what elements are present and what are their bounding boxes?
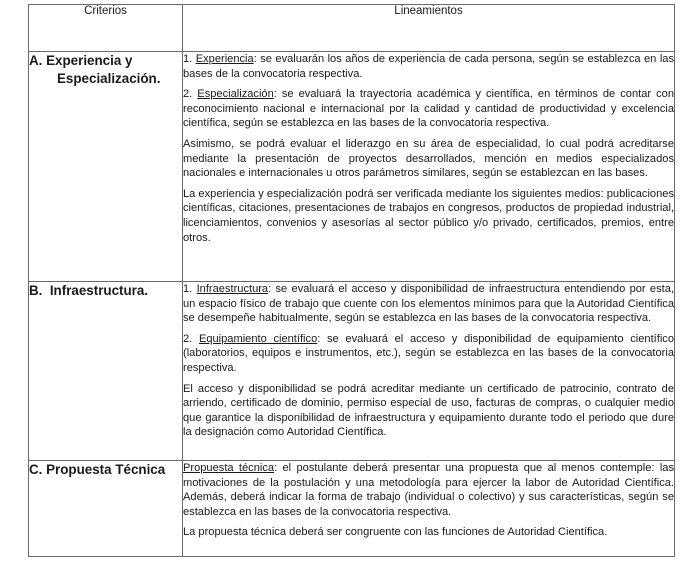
paragraph-experiencia <box>183 52 674 81</box>
paragraph-propuesta <box>183 461 674 519</box>
paragraph-text: : el postulante deberá presentar una propuesta que al menos contemple: las motivaciones de la postulación y una metodología para ejercer la labor de Autoridad Científica. Además, deberá indicar la forma de trabajo (individual o colectivo) y sus características, según se establezca en las bases de la convocatoria respectiva. <box>183 462 674 518</box>
paragraph-acreditacion: El acceso y disponibilidad se podrá acreditar mediante un certificado de patrocinio, contrato de arriendo, certificado de dominio, permiso especial de uso, facturas de compras, o cualquier medio que garantice la disponibilidad de infraestructura y equipamiento durante todo el periodo que dure la designación como Autoridad Científica. <box>183 382 674 439</box>
criteria-table <box>28 4 675 557</box>
lineamientos-experiencia <box>183 52 675 282</box>
table-row-experiencia <box>29 52 675 282</box>
lineamientos-propuesta <box>183 461 675 557</box>
paragraph-verificacion: La experiencia y especialización podrá ser verificada mediante los siguientes medios: publicaciones científicas, citaciones, presentaciones de trabajos en congresos, productos de propiedad industrial, licenciamientos, convenios y asesorías al sector público y/o privado, certificados, premios, entre otros. <box>183 187 674 244</box>
header-criterios: Criterios <box>29 5 183 52</box>
term-infraestructura: Infraestructura <box>196 283 269 295</box>
item-number: 1. <box>183 53 196 65</box>
term-especializacion: Especialización <box>197 88 274 101</box>
paragraph-text: : se evaluarán los años de experiencia de cada persona, según se establezca en las bases de la convocatoria respectiva. <box>183 53 674 80</box>
paragraph-text: : se evaluará la trayectoria académica y científica, en términos de contar con reconocimiento nacional e internacional por la calidad y cantidad de productividad y excelencia científica, según se establezca en las bases de la convocatoria respectiva. <box>183 88 674 130</box>
paragraph-congruencia: La propuesta técnica deberá ser congruente con las funciones de Autoridad Científica. <box>183 526 608 539</box>
paragraph-text: : se evaluará el acceso y disponibilidad de equipamiento científico (laboratorios, equipos e instrumentos, etc.), según se establezca en las bases de la convocatoria respectiva. <box>183 332 675 374</box>
header-lineamientos: Lineamientos <box>183 5 675 52</box>
lineamientos-infraestructura <box>183 282 675 461</box>
term-propuesta: Propuesta técnica <box>183 462 275 474</box>
criterio-propuesta: C. Propuesta Técnica <box>29 461 183 557</box>
paragraph-liderazgo: Asimismo, se podrá evaluar el liderazgo en su área de especialidad, lo cual podrá acreditarse mediante la presentación de proyectos desarrollados, mención en medios especializados nacionales e internacionales u otros parámetros similares, según se establezcan en las bases. <box>183 137 674 180</box>
paragraph-especializacion <box>183 87 674 131</box>
paragraph-infraestructura <box>183 282 674 326</box>
criterio-infraestructura: B. Infraestructura. <box>29 282 183 461</box>
criterio-experiencia <box>29 52 183 282</box>
item-number: 1. <box>183 283 197 295</box>
table-row-propuesta <box>29 461 675 557</box>
item-number: 2. <box>183 332 199 345</box>
term-experiencia: Experiencia <box>195 53 254 65</box>
criterio-label-line2: Especialización. <box>57 71 161 86</box>
paragraph-text: : se evaluará el acceso y disponibilidad de infraestructura entendiendo por esta, un espacio físico de trabajo que cuente con los elementos mínimos para que la Autoridad Científica se desempeñe habitualmente, según se establezca en las bases de la convocatoria respectiva. <box>183 283 674 325</box>
table-row-infraestructura <box>29 282 675 461</box>
criterio-label-line1: A. Experiencia y <box>29 53 133 68</box>
term-equipamiento: Equipamiento científico <box>198 332 318 345</box>
paragraph-equipamiento <box>183 332 674 376</box>
item-number: 2. <box>183 88 198 101</box>
header-row <box>29 5 675 52</box>
